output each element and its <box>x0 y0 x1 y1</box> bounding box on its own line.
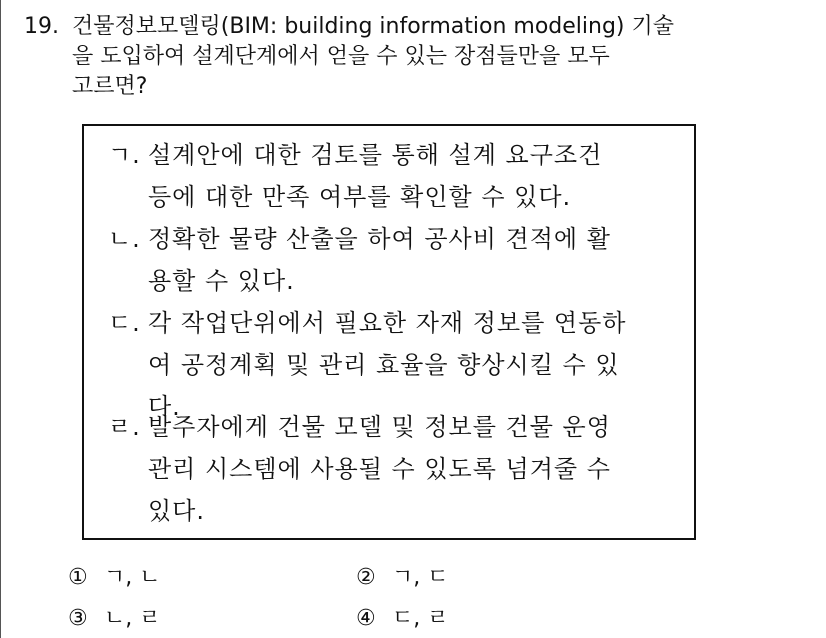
statement-line: 설계안에 대한 검토를 통해 설계 요구조건 <box>148 141 603 169</box>
statement-line: 여 공정계획 및 관리 효율을 향상시킬 수 있 <box>148 351 620 379</box>
statement-item-giyeok <box>108 134 678 218</box>
choice-number: ② <box>356 565 376 590</box>
statement-line: 있다. <box>148 497 205 525</box>
statement-line: 다. <box>148 393 181 421</box>
page-left-border <box>0 0 1 638</box>
question-text-line-2: 을 도입하여 설계단계에서 얻을 수 있는 장점들만을 모두 <box>72 44 610 69</box>
statement-line: 관리 시스템에 사용될 수 있도록 넘겨줄 수 <box>148 455 611 483</box>
statement-line: 각 작업단위에서 필요한 자재 정보를 연동하 <box>148 309 627 337</box>
answer-choice-1[interactable] <box>68 563 161 593</box>
choice-text: ㄴ, ㄹ <box>104 606 161 631</box>
statement-line: 정확한 물량 산출을 하여 공사비 견적에 활 <box>148 225 611 253</box>
question-line <box>24 12 794 42</box>
answer-choice-3[interactable] <box>68 604 161 634</box>
statement-line: 용할 수 있다. <box>148 267 295 295</box>
question-stem <box>24 12 794 102</box>
question-text-line-3: 고르면? <box>72 74 148 99</box>
statement-marker: ㄷ. <box>108 309 141 337</box>
choice-number: ④ <box>356 606 376 631</box>
statement-line: 발주자에게 건물 모델 및 정보를 건물 운영 <box>148 413 611 441</box>
choice-number: ③ <box>68 606 88 631</box>
statement-marker: ㄱ. <box>108 141 141 169</box>
answer-choice-2[interactable] <box>356 563 449 593</box>
statement-line: 등에 대한 만족 여부를 확인할 수 있다. <box>148 183 572 211</box>
statement-box <box>82 124 696 540</box>
choice-text: ㄱ, ㄴ <box>104 565 161 590</box>
choice-text: ㄱ, ㄷ <box>392 565 449 590</box>
statement-item-rieul <box>108 406 678 532</box>
choice-text: ㄷ, ㄹ <box>392 606 449 631</box>
answer-choice-4[interactable] <box>356 604 449 634</box>
statement-marker: ㄹ. <box>108 413 141 441</box>
choice-number: ① <box>68 565 88 590</box>
question-number: 19. <box>24 14 59 39</box>
statement-marker: ㄴ. <box>108 225 141 253</box>
statement-item-nieun <box>108 218 678 302</box>
question-text-line-1: 건물정보모델링(BIM: building information modeling) 기술 <box>72 14 674 39</box>
